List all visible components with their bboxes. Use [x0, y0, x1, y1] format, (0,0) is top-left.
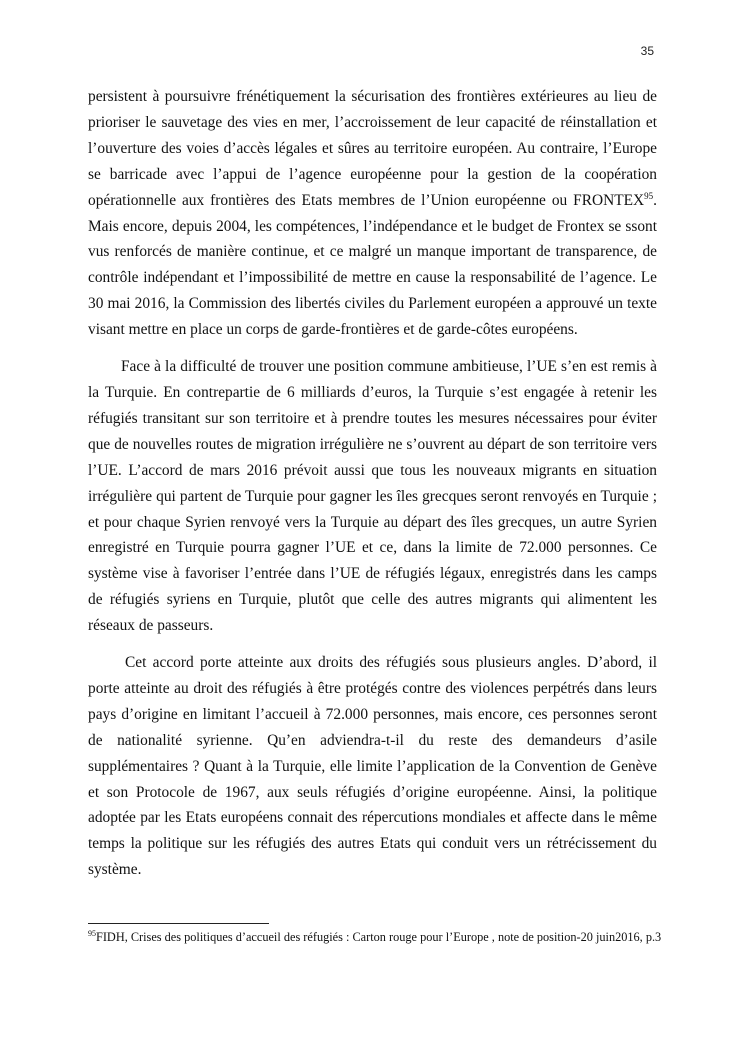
- body-text: [88, 84, 657, 883]
- paragraph-2: Face à la difficulté de trouver une position commune ambitieuse, l’UE s’en est remis à la Turquie. En contrepartie de 6 milliards d’euros, la Turquie s’est engagée à retenir les réfugiés transitant sur son territoire et à prendre toutes les mesures nécessaires pour éviter que de nouvelles routes de migration irrégulière ne s’ouvrent au départ de son territoire vers l’UE. L’accord de mars 2016 prévoit aussi que tous les nouveaux migrants en situation irrégulière qui partent de Turquie pour gagner les îles grecques seront renvoyés en Turquie ; et pour chaque Syrien renvoyé vers la Turquie au départ des îles grecques, un autre Syrien enregistré en Turquie pourra gagner l’UE et ce, dans la limite de 72.000 personnes. Ce système vise à favoriser l’entrée dans l’UE de réfugiés légaux, enregistrés dans les camps de réfugiés syriens en Turquie, plutôt que celle des autres migrants qui alimentent les réseaux de passeurs.: [88, 358, 657, 635]
- footnote-text: FIDH, Crises des politiques d’accueil des réfugiés : Carton rouge pour l’Europe , note de position-20 juin2016, p.3: [96, 930, 662, 944]
- page-number: 35: [640, 44, 654, 58]
- footnote: [88, 929, 663, 946]
- paragraph-3: Cet accord porte atteinte aux droits des réfugiés sous plusieurs angles. D’abord, il porte atteinte au droit des réfugiés à être protégés contre des violences perpétrés dans leurs pays d’origine en limitant l’accueil à 72.000 personnes, mais encore, ces personnes seront de nationalité syrienne. Qu’en adviendra-t-il du reste des demandeurs d’asile supplémentaires ? Quant à la Turquie, elle limite l’application de la Convention de Genève et son Protocole de 1967, aux seuls réfugiés d’origine européenne. Ainsi, la politique adoptée par les Etats européens connait des répercutions mondiales et affecte dans le même temps la politique sur les réfugiés des autres Etats qui conduit vers un rétrécissement du système.: [88, 654, 657, 879]
- footnote-separator: [88, 923, 269, 924]
- paragraph-1-text-continued: . Mais encore, depuis 2004, les compétences, l’indépendance et le budget de Frontex se ssont vus renforcés de manière continue, et ce malgré un manque important de transparence, de contrôle indépendant et l’impossibilité de mettre en cause la responsabilité de l’agence. Le 30 mai 2016, la Commission des libertés civiles du Parlement européen a approuvé un texte visant mettre en place un corps de garde-frontières et de garde-côtes européens.: [88, 191, 657, 339]
- paragraph-1: [88, 84, 657, 343]
- footnote-reference[interactable]: 95: [644, 190, 654, 201]
- paragraph-1-text: persistent à poursuivre frénétiquement la sécurisation des frontières extérieures au lieu de prioriser le sauvetage des vies en mer, l’accroissement de leur capacité de réinstallation et l’ouverture des voies d’accès légales et sûres au territoire européen. Au contraire, l’Europe se barricade avec l’appui de l’agence européenne pour la gestion de la coopération opérationnelle aux frontières des Etats membres de l’Union européenne ou FRONTEX: [88, 88, 657, 209]
- footnote-marker: 95: [88, 929, 96, 938]
